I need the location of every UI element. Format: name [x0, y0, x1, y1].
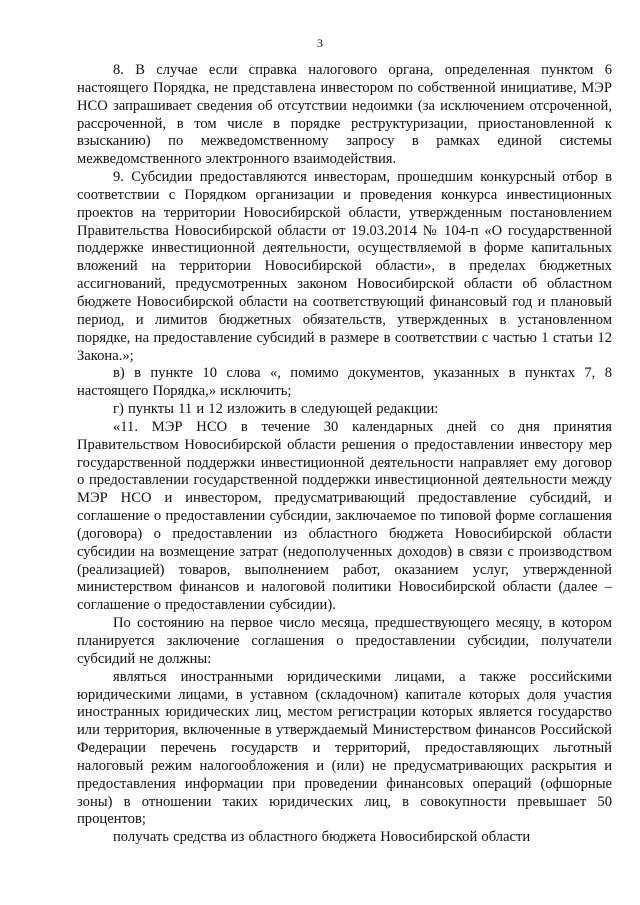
paragraph-amendment-g: г) пункты 11 и 12 изложить в следующей редакции: — [113, 401, 439, 418]
page-number: 3 — [317, 36, 323, 50]
paragraph-item-9: 9. Субсидии предоставляются инвесторам, прошедшим конкурсный отбор в соответствии с Порядком организации и проведения конкурса инвестиционных проектов на территории Новосибирской области, утвержденным постановлением Правительства Новосибирской области от 19.03.2014 № 104-п «О государственной поддержке инвестиционной деятельности, осуществляемой в форме капитальных вложений на территории Новосибирской области», в пределах бюджетных ассигнований, предусмотренных законом Новосибирской области об областном бюджете Новосибирской области на соответствующий финансовый год и плановый период, и лимитов бюджетных обязательств, утвержденных в установленном порядке, на предоставление субсидий в размере в соответствии с частью 1 статьи 12 Закона.»; — [77, 169, 612, 364]
paragraph-requirement-foreign: являться иностранными юридическими лицами, а также российскими юридическими лицами, в уставном (складочном) капитале которых доля участия иностранных юридических лиц, местом регистрации которых является государство или территория, включенные в утверждаемый Министерством финансов Российской Федерации перечень государств и территорий, предоставляющих льготный налоговый режим налогообложения и (или) не предусматривающих раскрытия и предоставления информации при проведении финансовых операций (офшорные зоны) в отношении таких юридических лиц, в совокупности превышает 50 процентов; — [77, 668, 612, 828]
paragraph-item-8: 8. В случае если справка налогового органа, определенная пунктом 6 настоящего Порядка, не представлена инвестором по собственной инициативе, МЭР НСО запрашивает сведения об отсутствии недоимки (за исключением отсроченной, рассроченной, в том числе в порядке реструктуризации, приостановленной к взысканию) по межведомственному запросу в рамках единой системы межведомственного электронного взаимодействия. — [77, 62, 612, 168]
paragraph-requirements-intro: По состоянию на первое число месяца, предшествующего месяцу, в котором планируется заключение соглашения о предоставлении субсидии, получатели субсидий не должны: — [77, 615, 612, 667]
document-body — [77, 62, 612, 847]
paragraph-requirement-funds: получать средства из областного бюджета Новосибирской области — [113, 829, 531, 846]
paragraph-item-11: «11. МЭР НСО в течение 30 календарных дней со дня принятия Правительством Новосибирской области решения о предоставлении инвестору мер государственной поддержки инвестиционной деятельности направляет ему договор о предоставлении государственной поддержки инвестиционной деятельности между МЭР НСО и инвестором, предусматривающий предоставление субсидий, и соглашение о предоставлении субсидии, заключаемое по типовой форме соглашения (договора) о предоставлении из областного бюджета Новосибирской области субсидии на возмещение затрат (недополученных доходов) в связи с производством (реализацией) товаров, выполнением работ, оказанием услуг, утвержденной министерством финансов и налоговой политики Новосибирской области (далее – соглашение о предоставлении субсидии). — [77, 418, 612, 614]
paragraph-amendment-v: в) в пункте 10 слова «, помимо документов, указанных в пунктах 7, 8 настоящего Порядка,» исключить; — [77, 365, 612, 400]
